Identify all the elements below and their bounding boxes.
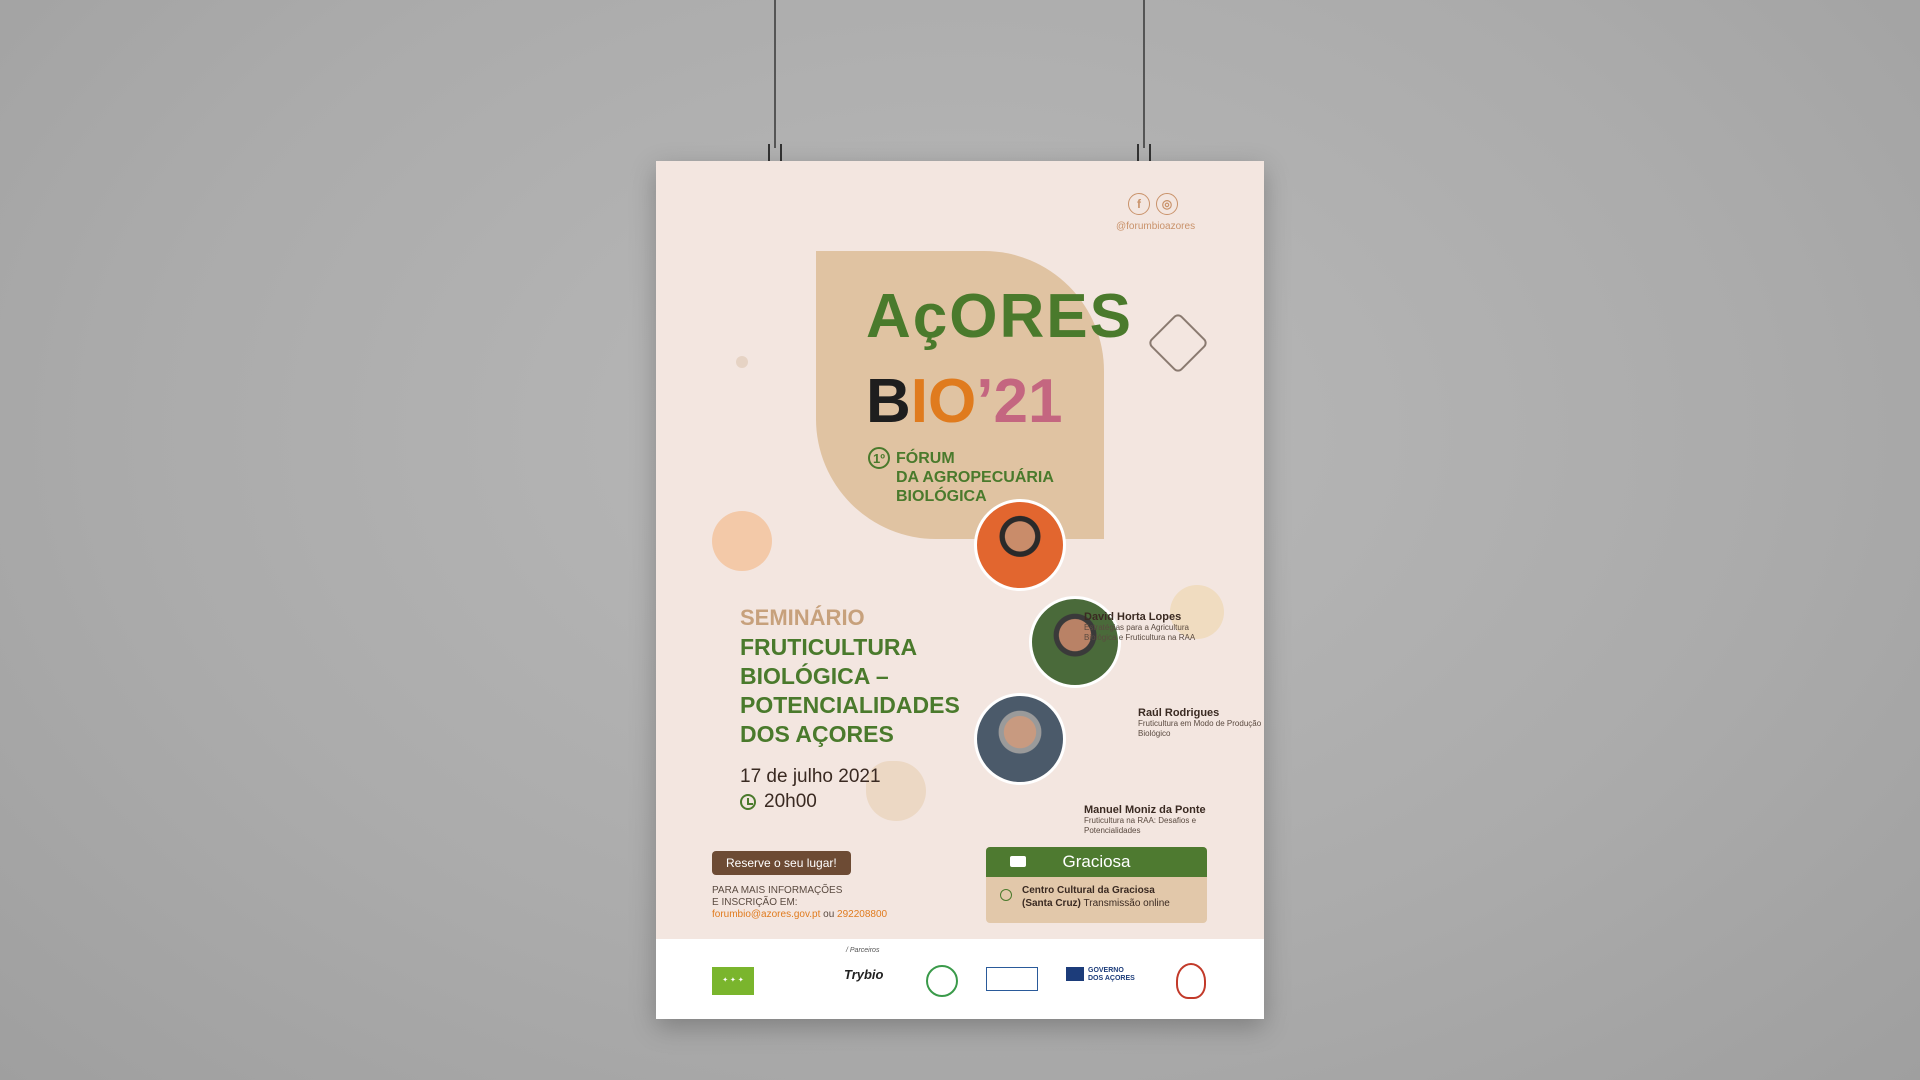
venue-details [986,877,1207,910]
hanging-wire-left [774,0,776,148]
speaker-name: Manuel Moniz da Ponte [1084,804,1206,816]
dot-decoration [736,356,748,368]
azores-flag-icon [1066,967,1084,981]
forum-title [896,449,1054,506]
forum-line: FÓRUM [896,450,955,467]
logo-bio-io: IO [910,367,977,436]
partners-footer [656,939,1264,1019]
email-link[interactable]: forumbio@azores.gov.pt [712,909,821,920]
speaker-name: David Horta Lopes [1084,611,1182,623]
federation-logo [986,967,1038,991]
speaker-info [1084,611,1214,643]
social-links [1128,193,1178,215]
event-kind: SEMINÁRIO [740,605,865,630]
title-line: FRUTICULTURA [740,634,918,660]
title-line: POTENCIALIDADES [740,692,960,718]
venue-town: (Santa Cruz) [1022,898,1081,909]
phone-link[interactable]: 292208800 [837,909,888,920]
venue-line2 [1022,897,1199,910]
speaker-info [1084,804,1214,836]
speaker-photo [974,693,1066,785]
venue-name: Centro Cultural da Graciosa [1022,885,1155,896]
speaker-photo [974,499,1066,591]
info-contacts [712,909,887,921]
government-logo [1088,967,1135,983]
gov-line: GOVERNO [1088,967,1124,974]
title-line: DOS AÇORES [740,721,894,747]
instagram-icon[interactable]: ◎ [1156,193,1178,215]
facebook-icon[interactable]: f [1128,193,1150,215]
event-title [740,633,980,749]
event-date: 17 de julho 2021 [740,766,881,787]
play-icon [1000,889,1012,901]
logo-bio21 [866,366,1062,437]
island-icon [1010,856,1026,867]
island-name: Graciosa [1062,852,1131,871]
location-header [986,847,1207,877]
orange-illustration [712,511,772,571]
speaker-topic: Fruticultura em Modo de Produção Biológico [1138,719,1262,738]
logo-bio-b: B [866,367,911,436]
speaker-topic: Fruticultura na RAA: Desafios e Potencialidades [1084,816,1197,835]
bee-illustration [1147,312,1209,374]
title-line: BIOLÓGICA – [740,663,889,689]
hanging-wire-right [1143,0,1145,148]
forum-line: DA AGROPECUÁRIA [896,469,1054,486]
partners-label: / Parceiros [846,947,880,954]
speaker-info [1138,707,1264,739]
logo-acores: AçORES [866,282,1133,351]
speaker-topic: Estratégias para a Agricultura Biológica e Fruticultura na RAA [1084,623,1196,642]
partner-crest-logo [1176,963,1206,999]
gov-line: DOS AÇORES [1088,975,1135,982]
event-time-value: 20h00 [764,791,817,812]
forum-line: BIOLÓGICA [896,488,987,505]
contact-info [712,885,887,921]
forum-ordinal: 1º [868,447,890,469]
venue-stream: Transmissão online [1083,898,1170,909]
event-poster [656,161,1264,1019]
clock-icon [740,794,756,810]
partner-circle-logo [926,965,958,997]
or-text: ou [823,909,835,920]
info-line: PARA MAIS INFORMAÇÕES [712,885,843,896]
info-line: E INSCRIÇÃO EM: [712,897,798,908]
speaker-name: Raúl Rodrigues [1138,707,1220,719]
social-handle: @forumbioazores [1116,221,1196,232]
eu-organic-logo: ✦ ✦ ✦ [712,967,754,995]
logo-year: ’21 [976,367,1063,436]
reserve-button[interactable]: Reserve o seu lugar! [712,851,851,875]
trybio-logo: Trybio [844,967,884,982]
location-card [986,847,1207,923]
event-time [740,791,817,813]
